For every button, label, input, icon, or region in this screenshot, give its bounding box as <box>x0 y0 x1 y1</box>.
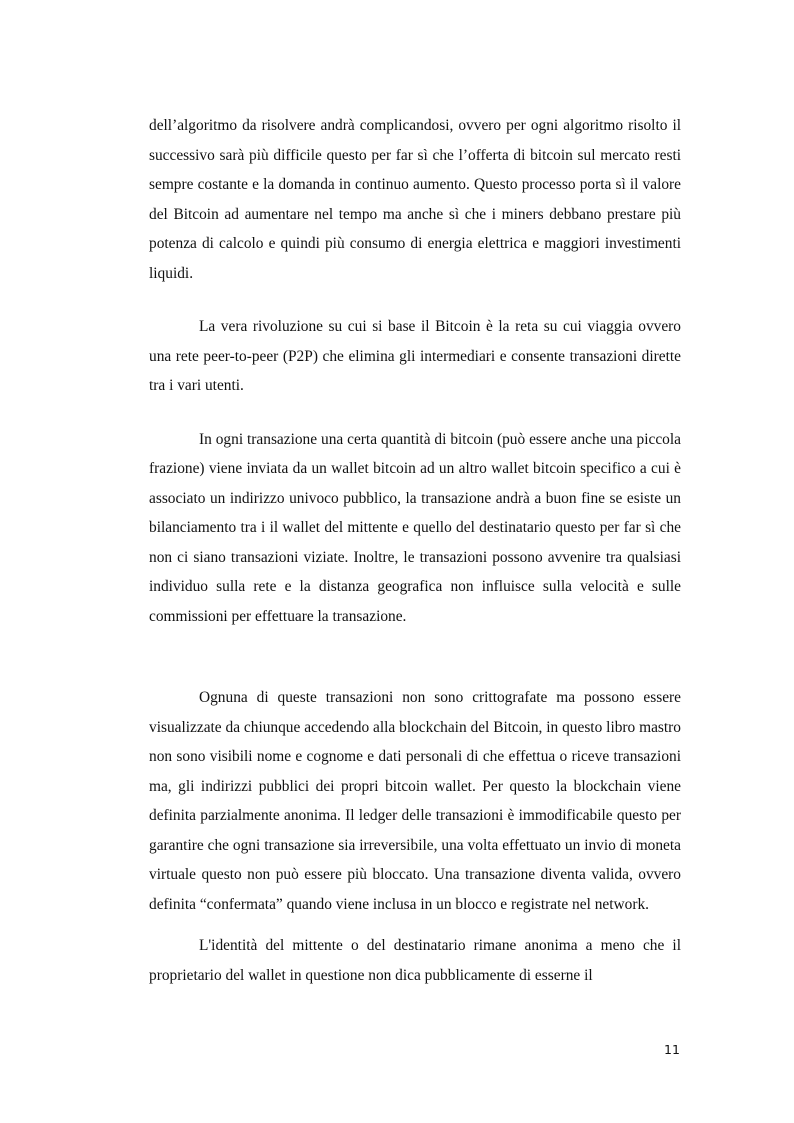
page-number: 11 <box>664 1042 680 1057</box>
paragraph-5: L'identità del mittente o del destinatario rimane anonima a meno che il proprietario del wallet in questione non dica pubblicamente di esserne il <box>149 937 681 984</box>
paragraph-2: La vera rivoluzione su cui si base il Bitcoin è la reta su cui viaggia ovvero una rete peer-to-peer (P2P) che elimina gli intermediari e consente transazioni dirette tra i vari utenti. <box>149 318 681 394</box>
paragraph-4: Ognuna di queste transazioni non sono crittografate ma possono essere visualizzate da chiunque accedendo alla blockchain del Bitcoin, in questo libro mastro non sono visibili nome e cognome e dati personali di che effettua o riceve transazioni ma, gli indirizzi pubblici dei propri bitcoin wallet. Per questo la blockchain viene definita parzialmente anonima. Il ledger delle transazioni è immodificabile questo per garantire che ogni transazione sia irreversibile, una volta effettuato un invio di moneta virtuale questo non può essere più bloccato. Una transazione diventa valida, ovvero definita “confermata” quando viene inclusa in un blocco e registrate nel network. <box>149 689 681 913</box>
paragraph-3: In ogni transazione una certa quantità di bitcoin (può essere anche una piccola frazione) viene inviata da un wallet bitcoin ad un altro wallet bitcoin specifico a cui è associato un indirizzo univoco pubblico, la transazione andrà a buon fine se esiste un bilanciamento tra i il wallet del mittente e quello del destinatario questo per far sì che non ci siano transazioni viziate. Inoltre, le transazioni possono avvenire tra qualsiasi individuo sulla rete e la distanza geografica non influisce sulla velocità e sulle commissioni per effettuare la transazione. <box>149 430 681 625</box>
page-body <box>149 111 681 990</box>
paragraph-1: dell’algoritmo da risolvere andrà complicandosi, ovvero per ogni algoritmo risolto il successivo sarà più difficile questo per far sì che l’offerta di bitcoin sul mercato resti sempre costante e la domanda in continuo aumento. Questo processo porta sì il valore del Bitcoin ad aumentare nel tempo ma anche sì che i miners debbano prestare più potenza di calcolo e quindi più consumo di energia elettrica e maggiori investimenti liquidi. <box>149 117 681 282</box>
